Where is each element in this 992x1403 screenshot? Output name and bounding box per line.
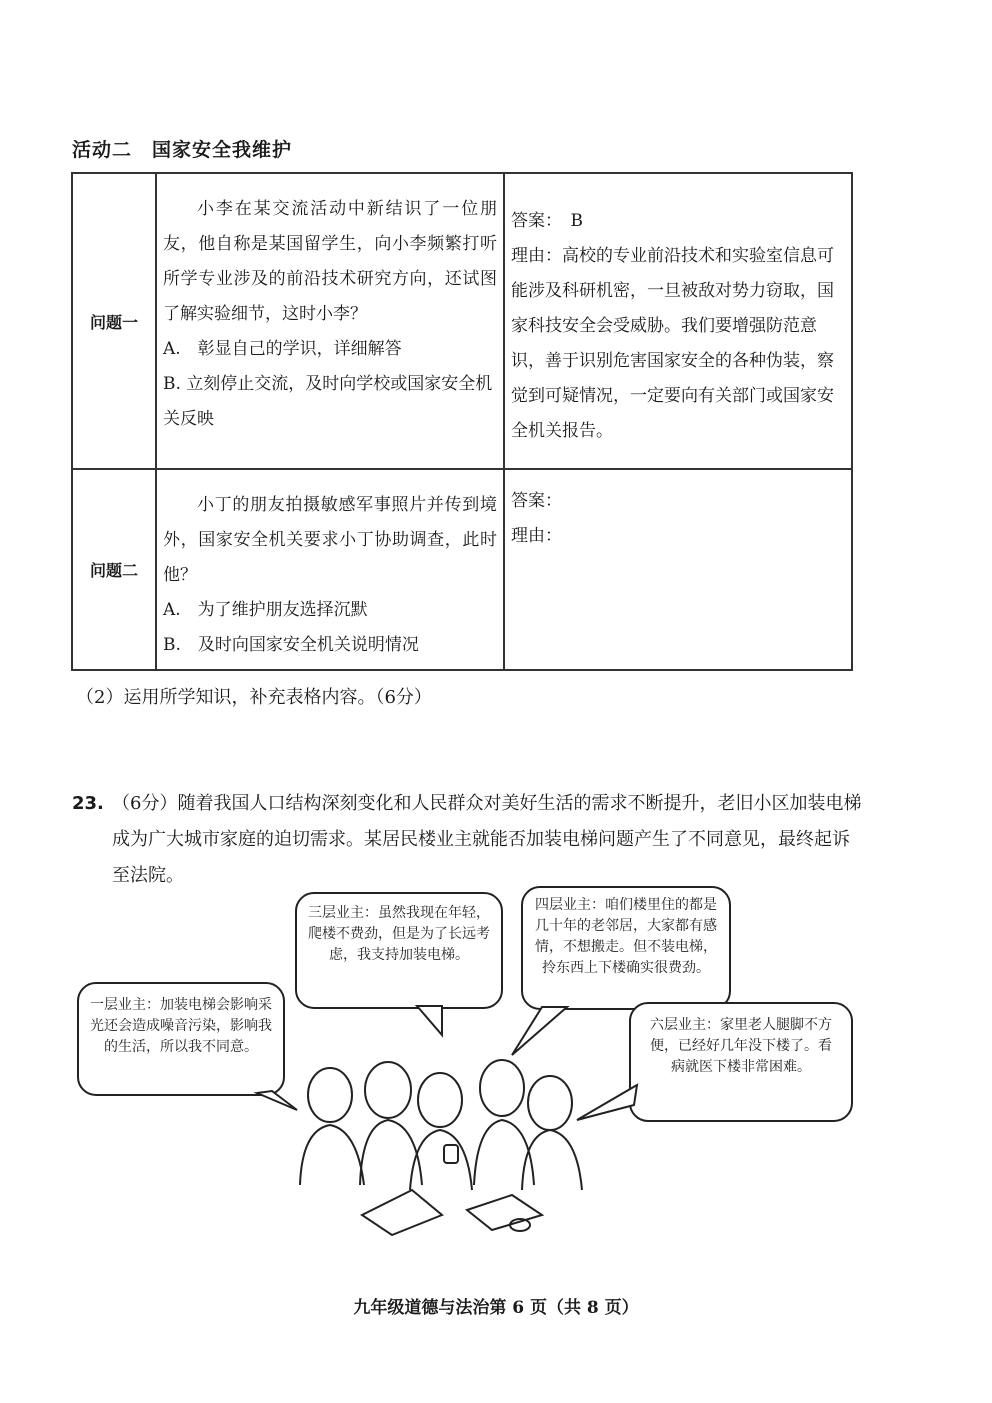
option-a: A. 为了维护朋友选择沉默 — [163, 600, 368, 620]
group-of-people — [300, 1060, 582, 1235]
option-a: A. 彰显自己的学识，详细解答 — [163, 339, 402, 359]
reason-line: 理由：高校的专业前沿技术和实验室信息可能涉及科研机密，一旦被敌对势力窃取，国家科技安全会受威胁。我们要增强防范意识，善于识别危害国家安全的各种伪装，察觉到可疑情况，一定要向有关部门或国家安全机关报告。 — [511, 246, 834, 441]
scenario-text: 小李在某交流活动中新结识了一位朋友，他自称是某国留学生，向小李频繁打听所学专业涉及的前沿技术研究方向，还试图了解实验细节，这时小李？ — [163, 199, 497, 324]
question-table — [71, 172, 853, 671]
scenario-text: 小丁的朋友拍摄敏感军事照片并传到境外，国家安全机关要求小丁协助调查，此时他？ — [163, 495, 497, 585]
question-scenario-cell — [156, 173, 504, 469]
answer-line: 答案： — [511, 491, 562, 511]
activity-heading: 活动二 国家安全我维护 — [72, 139, 293, 161]
discussion-illustration — [72, 885, 872, 1255]
table-row — [72, 469, 852, 670]
question-label: 问题一 — [72, 173, 156, 469]
bubble-text-sixth-floor: 六层业主：家里老人腿脚不方便，已经好几年没下楼了。看病就医下楼非常困难。 — [650, 1017, 832, 1075]
table-row — [72, 173, 852, 469]
answer-cell — [504, 469, 852, 670]
question-label: 问题二 — [72, 469, 156, 670]
page-footer: 九年级道德与法治第 6 页（共 8 页） — [353, 1298, 639, 1318]
answer-line: 答案： B — [511, 211, 583, 231]
sub-question-note: （2）运用所学知识，补充表格内容。（6分） — [76, 687, 432, 708]
bubble-text-first-floor: 一层业主：加装电梯会影响采光还会造成噪音污染，影响我的生活，所以我不同意。 — [90, 997, 272, 1055]
bubble-text-third-floor: 三层业主：虽然我现在年轻，爬楼不费劲，但是为了长远考虑，我支持加装电梯。 — [308, 905, 490, 963]
bubble-text-fourth-floor: 四层业主：咱们楼里住的都是几十年的老邻居，大家都有感情，不想搬走。但不装电梯，拎东西上下楼确实很费劲。 — [535, 897, 717, 976]
option-b: B. 及时向国家安全机关说明情况 — [163, 635, 419, 655]
reason-line: 理由： — [511, 526, 562, 546]
question-scenario-cell — [156, 469, 504, 670]
answer-cell — [504, 173, 852, 469]
question-number: 23. — [72, 793, 104, 814]
option-b: B. 立刻停止交流，及时向学校或国家安全机关反映 — [163, 374, 493, 429]
question-23-text: （6分）随着我国人口结构深刻变化和人民群众对美好生活的需求不断提升，老旧小区加装电梯成为广大城市家庭的迫切需求。某居民楼业主就能否加装电梯问题产生了不同意见，最终起诉至法院。 — [112, 793, 862, 886]
question-23 — [72, 786, 862, 894]
